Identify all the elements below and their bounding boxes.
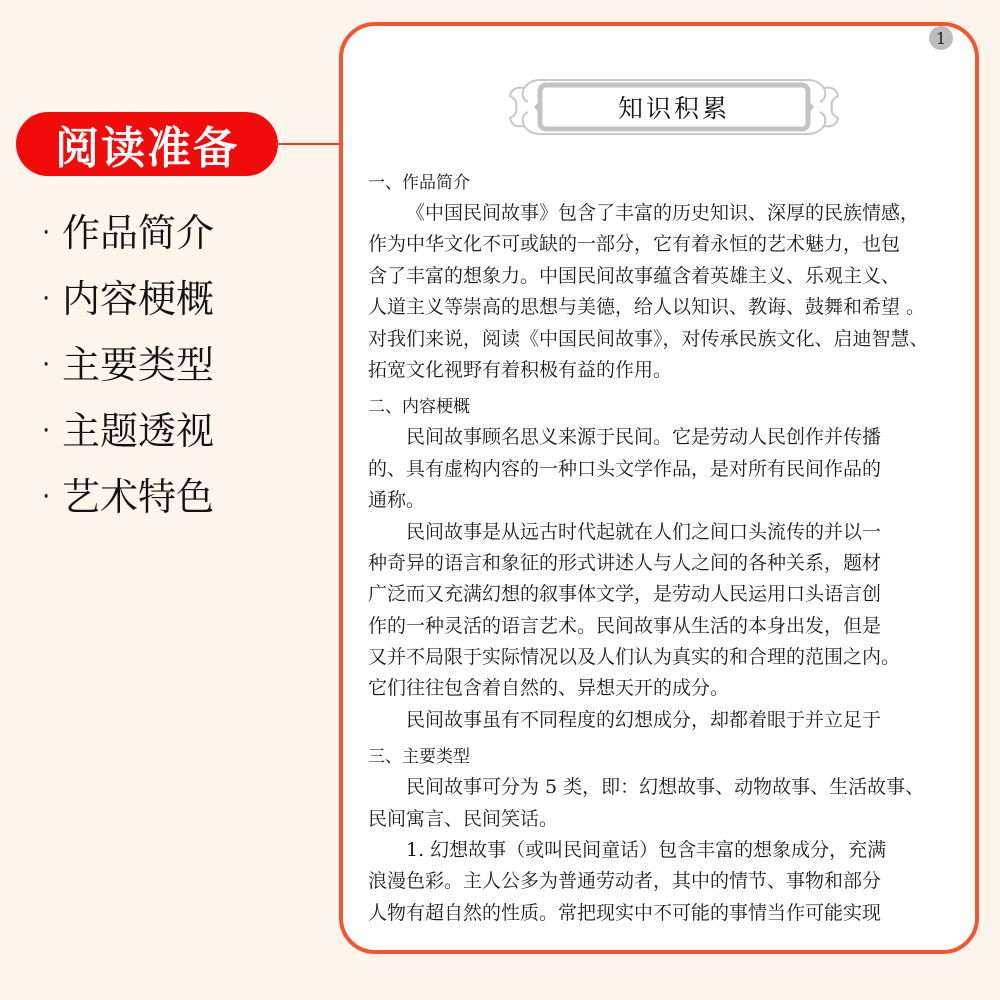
bullet-icon: · [42,416,51,446]
text-line: 浪漫色彩。主人公多为普通劳动者，其中的情节、事物和部分 [368,870,882,893]
text-line: 它们往往包含着自然的、异想天开的成分。 [368,677,730,700]
outline-item-label: 作品简介 [62,211,215,255]
text-line: 1. 幻想故事（或叫民间童话）包含丰富的想象成分，充满 [406,839,887,862]
section-heading-summary: 二、内容梗概 [368,397,470,418]
page-content [368,168,968,929]
outline-item-intro [42,200,214,266]
text-line: 又并不局限于实际情况以及人们认为真实的和合理的范围之内。 [368,646,901,669]
text-line: 民间故事顾名思义来源于民间。它是劳动人民创作并传播 [406,426,882,449]
bullet-icon: · [42,218,51,248]
outline-item-label: 主题透视 [62,409,215,453]
banner-title: 知识积累 [617,94,730,123]
outline-item-summary [42,266,214,332]
text-line: 的、具有虚构内容的一种口头文学作品，是对所有民间作品的 [368,457,882,480]
bullet-icon: · [42,350,51,380]
paragraph [368,705,968,736]
text-line: 广泛而又充满幻想的叙事体文学，是劳动人民运用口头语言创 [368,583,882,606]
text-line: 种奇异的语言和象征的形式讲述人与人之间的各种关系，题材 [368,551,882,574]
section-heading-intro: 一、作品简介 [368,173,470,193]
text-line: 人道主义等崇高的思想与美德，给人以知识、教诲、鼓舞和希望 。 [368,296,926,319]
paragraph [368,422,968,516]
text-line: 作为中华文化不可或缺的一部分，它有着永恒的艺术魅力，也包 [368,233,901,256]
text-line: 对我们来说，阅读《中国民间故事》，对传承民族文化、启迪智慧、 [368,327,929,350]
text-line: 民间故事虽有不同程度的幻想成分，却都着眼于并立足于 [406,708,882,731]
page-number-badge [929,26,953,50]
section-banner [506,72,842,142]
text-line: 《中国民间故事》包含了丰富的历史知识、深厚的民族情感， [406,202,920,224]
text-line: 拓宽文化视野有着积极有益的作用。 [368,358,673,381]
paragraph [368,835,968,929]
bullet-icon: · [42,284,51,314]
outline-item-types [42,332,214,398]
text-line: 民间故事可分为 5 类，即：幻想故事、动物故事、生活故事、 [406,776,925,799]
outline-item-label: 主要类型 [62,343,215,387]
text-line: 通称。 [368,489,426,512]
outline-item-label: 艺术特色 [62,475,215,519]
bullet-icon: · [42,482,51,512]
outline-item-theme [42,398,214,464]
text-line: 民间寓言、民间笑话。 [368,807,559,830]
text-line: 民间故事是从远古时代起就在人们之间口头流传的并以一 [406,520,882,543]
paragraph [368,772,968,835]
outline-item-label: 内容梗概 [62,277,215,321]
page-number: 1 [935,28,947,48]
outline-list [42,200,214,530]
section-heading-types: 三、主要类型 [368,747,470,768]
text-line: 作的一种灵活的语言艺术。民间故事从生活的本身出发，但是 [368,614,882,637]
reading-prep-badge [16,112,278,176]
outline-item-art [42,464,214,530]
reading-prep-badge-label: 阅读准备 [55,123,239,174]
text-line: 含了丰富的想象力。中国民间故事蕴含着英雄主义、乐观主义、 [368,264,901,287]
paragraph [368,198,968,386]
paragraph [368,517,968,705]
text-line: 人物有超自然的性质。常把现实中不可能的事情当作可能实现 [368,901,882,924]
